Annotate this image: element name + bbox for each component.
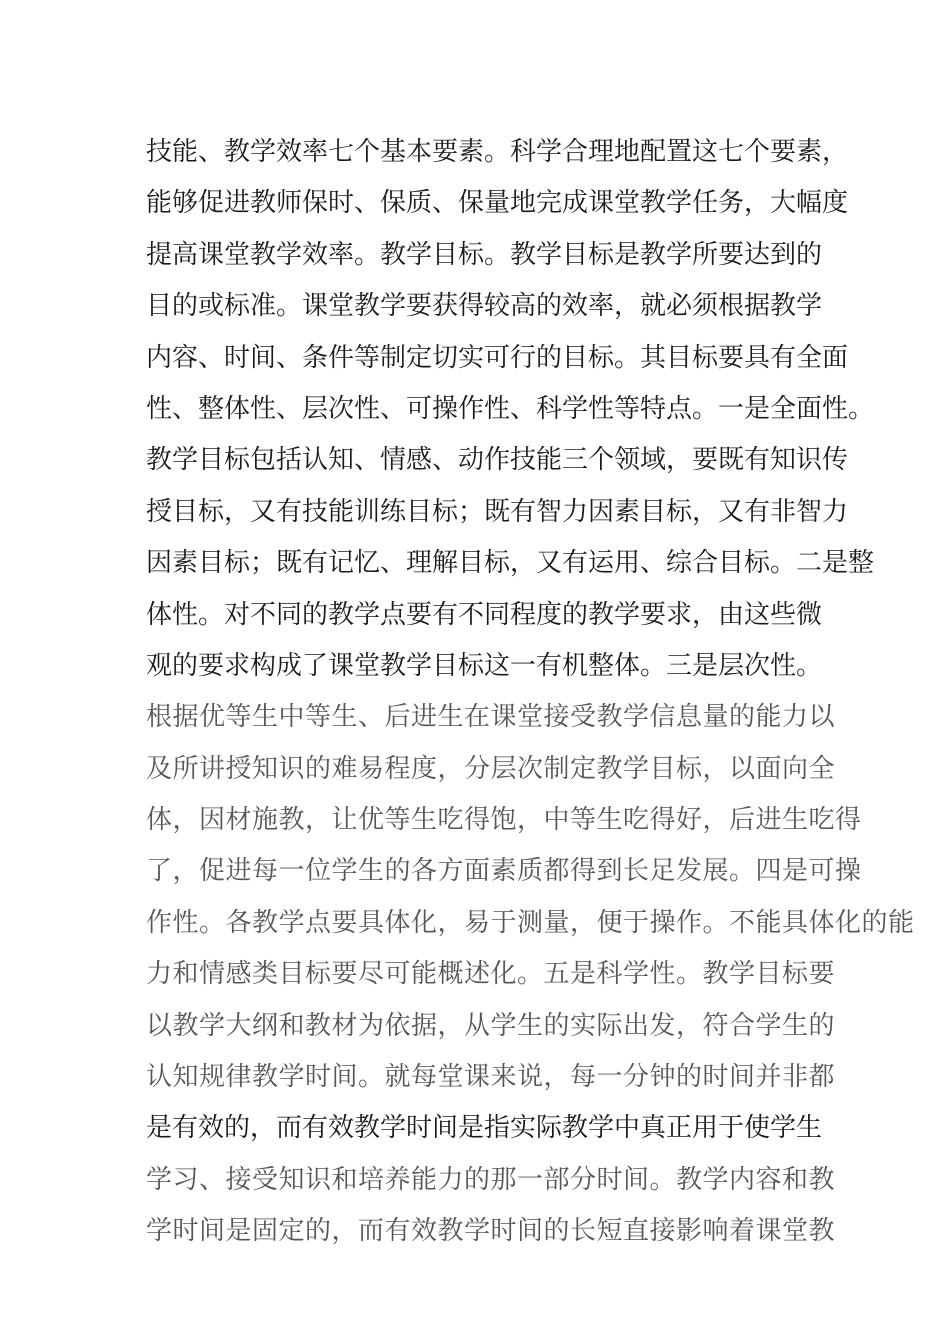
text-line: 目的或标准。课堂教学要获得较高的效率，就必须根据教学 [146, 291, 823, 322]
text-line: 是有效的，而有效教学时间是指实际教学中真正用于使学生 [146, 1113, 823, 1144]
text-line: 因素目标；既有记忆、理解目标，又有运用、综合目标。二是整 [146, 548, 875, 579]
body-text [146, 127, 915, 1258]
text-line: 技能、教学效率七个基本要素。科学合理地配置这七个要素， [146, 137, 849, 167]
text-line: 内容、时间、条件等制定切实可行的目标。其目标要具有全面 [146, 342, 849, 373]
text-line: 体性。对不同的教学点要有不同程度的教学要求，由这些微 [146, 599, 823, 630]
text-line: 作性。各教学点要具体化，易于测量，便于操作。不能具体化的能 [146, 907, 915, 938]
text-line: 性、整体性、层次性、可操作性、科学性等特点。一是全面性。 [146, 393, 875, 424]
text-line: 授目标，又有技能训练目标；既有智力因素目标，又有非智力 [146, 496, 849, 527]
text-line: 力和情感类目标要尽可能概述化。五是科学性。教学目标要 [146, 959, 836, 990]
text-line: 提高课堂教学效率。教学目标。教学目标是教学所要达到的 [146, 239, 823, 270]
text-line: 观的要求构成了课堂教学目标这一有机整体。三是层次性。 [146, 650, 823, 681]
text-line: 学时间是固定的，而有效教学时间的长短直接影响着课堂教 [146, 1216, 836, 1247]
text-line: 认知规律教学时间。就每堂课来说，每一分钟的时间并非都 [146, 1062, 836, 1093]
text-line: 能够促进教师保时、保质、保量地完成课堂教学任务，大幅度 [146, 188, 849, 219]
text-line: 根据优等生中等生、后进生在课堂接受教学信息量的能力以 [146, 702, 836, 733]
text-line: 以教学大纲和教材为依据，从学生的实际出发，符合学生的 [146, 1010, 836, 1041]
text-line: 了，促进每一位学生的各方面素质都得到长足发展。四是可操 [146, 856, 862, 887]
text-line: 体，因材施教，让优等生吃得饱，中等生吃得好，后进生吃得 [146, 805, 862, 836]
text-line: 及所讲授知识的难易程度，分层次制定教学目标，以面向全 [146, 753, 836, 784]
text-line: 教学目标包括认知、情感、动作技能三个领域，要既有知识传 [146, 445, 849, 476]
text-line: 学习、接受知识和培养能力的那一部分时间。教学内容和教 [146, 1164, 836, 1195]
